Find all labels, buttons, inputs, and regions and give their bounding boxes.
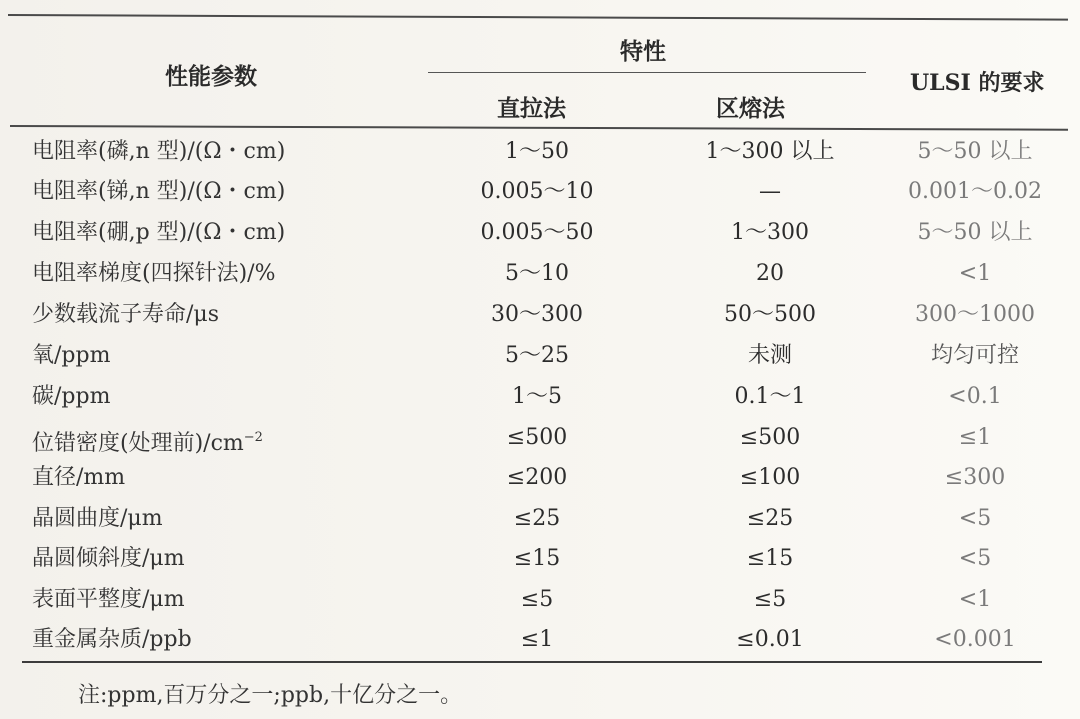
table-footnote: 注:ppm,百万分之一;ppb,十亿分之一。 (78, 683, 463, 708)
header-sub-rule (428, 72, 866, 73)
table-row (0, 580, 1080, 620)
table-row (0, 132, 1080, 172)
cell-ulsi: 5～50 以上 (917, 139, 1033, 164)
cell-czochralski: 0.005～50 (480, 220, 594, 245)
cell-ulsi: 均匀可控 (930, 343, 1019, 368)
table-row (0, 499, 1080, 539)
cell-float-zone: 1～300 (731, 220, 809, 245)
table-row (0, 620, 1080, 660)
cell-ulsi: ≤1 (958, 425, 992, 450)
cell-ulsi: <1 (958, 587, 992, 612)
table-row (0, 213, 1080, 253)
cell-float-zone: ≤100 (739, 465, 801, 490)
cell-param: 直径/mm (32, 465, 126, 490)
cell-ulsi: <0.1 (948, 384, 1002, 409)
cell-ulsi: <1 (958, 261, 992, 286)
cell-ulsi: 0.001～0.02 (908, 179, 1042, 204)
table-row (0, 172, 1080, 212)
header-czochralski: 直拉法 (497, 96, 566, 122)
cell-czochralski: ≤200 (506, 465, 568, 490)
cell-float-zone: ≤500 (739, 425, 801, 450)
table-row (0, 254, 1080, 294)
cell-ulsi: ≤300 (944, 465, 1006, 490)
cell-param: 电阻率(硼,p 型)/(Ω・cm) (32, 220, 286, 245)
header-ulsi: ULSI 的要求 (910, 70, 1045, 96)
cell-float-zone: 1～300 以上 (705, 139, 835, 164)
table-header-rule (10, 125, 1068, 131)
cell-ulsi: <5 (958, 546, 992, 571)
cell-float-zone: 0.1～1 (734, 384, 806, 409)
cell-float-zone: ≤25 (746, 506, 794, 531)
cell-float-zone: 20 (756, 261, 784, 286)
cell-czochralski: ≤500 (506, 425, 568, 450)
cell-czochralski: 0.005～10 (480, 179, 594, 204)
cell-czochralski: ≤15 (513, 546, 561, 571)
cell-czochralski: 5～25 (505, 343, 569, 368)
cell-czochralski: 1～5 (512, 384, 562, 409)
cell-float-zone: ≤5 (753, 587, 787, 612)
cell-ulsi: 300～1000 (915, 302, 1035, 327)
cell-float-zone: ≤0.01 (736, 627, 804, 652)
header-float-zone: 区熔法 (716, 96, 785, 122)
cell-czochralski: ≤5 (520, 587, 554, 612)
header-characteristics: 特性 (620, 39, 666, 65)
cell-float-zone: 50～500 (724, 302, 816, 327)
cell-czochralski: ≤1 (520, 627, 554, 652)
table-bottom-rule (22, 661, 1042, 663)
table-row (0, 458, 1080, 498)
cell-param-text: 位错密度(处理前)/cm (32, 431, 244, 456)
cell-ulsi: 5～50 以上 (917, 220, 1033, 245)
cell-param: 电阻率(锑,n 型)/(Ω・cm) (32, 179, 286, 204)
cell-czochralski: 30～300 (491, 302, 583, 327)
cell-param-superscript: −2 (243, 430, 263, 445)
table-row (0, 377, 1080, 417)
cell-param: 晶圆曲度/μm (32, 506, 163, 531)
cell-ulsi: <5 (958, 506, 992, 531)
cell-param: 电阻率(磷,n 型)/(Ω・cm) (32, 139, 286, 164)
cell-float-zone: ≤15 (746, 546, 794, 571)
cell-float-zone: — (759, 179, 781, 204)
cell-float-zone: 未测 (747, 343, 792, 368)
cell-czochralski: 1～50 (505, 139, 569, 164)
cell-param: 表面平整度/μm (32, 587, 185, 612)
cell-param: 晶圆倾斜度/μm (32, 546, 185, 571)
table-top-rule (8, 14, 1068, 21)
cell-param: 碳/ppm (32, 384, 111, 409)
cell-param: 氧/ppm (32, 343, 111, 368)
cell-param: 重金属杂质/ppb (32, 627, 192, 652)
table-row (0, 539, 1080, 579)
table-row (0, 295, 1080, 335)
table-row (0, 418, 1080, 458)
cell-param: 少数载流子寿命/μs (32, 302, 220, 327)
table-row (0, 336, 1080, 376)
cell-ulsi: <0.001 (934, 627, 1016, 652)
header-param: 性能参数 (165, 64, 257, 90)
cell-czochralski: 5～10 (505, 261, 569, 286)
cell-czochralski: ≤25 (513, 506, 561, 531)
cell-param: 电阻率梯度(四探针法)/% (32, 261, 276, 286)
